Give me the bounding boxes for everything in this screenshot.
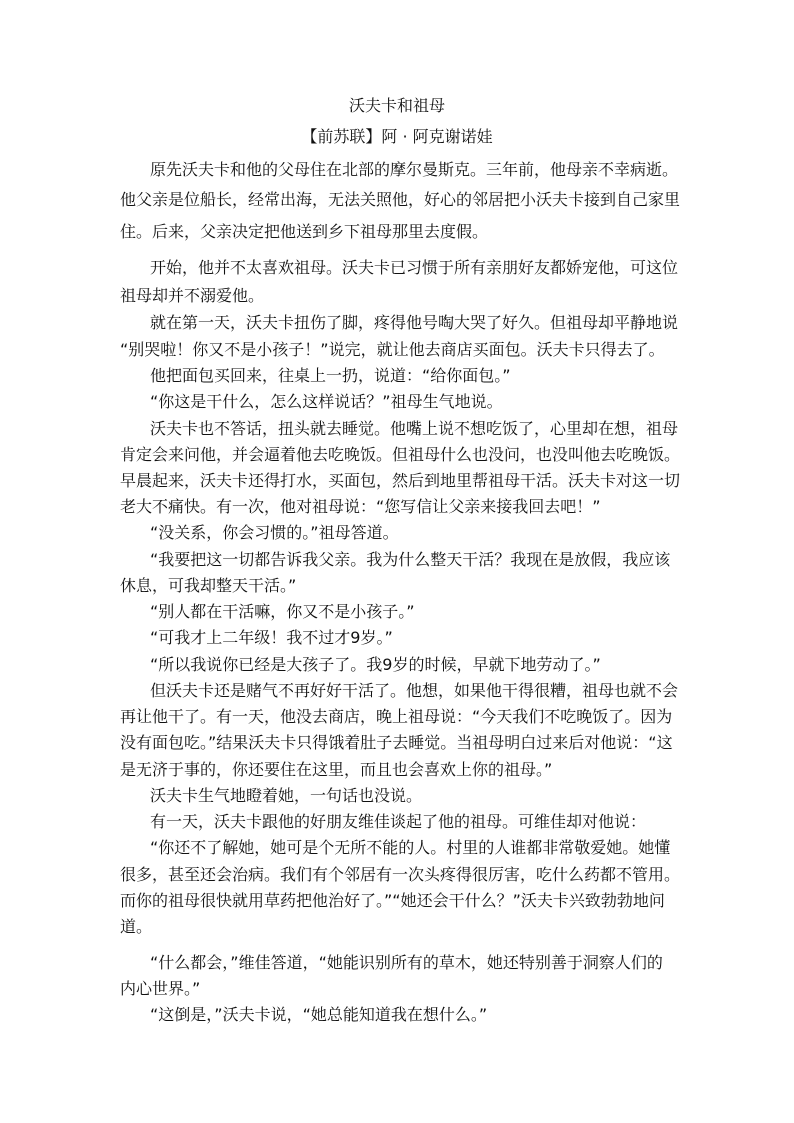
paragraph-line: “所以我说你已经是大孩子了。我9岁的时候，早就下地劳动了。”: [150, 655, 601, 674]
paragraph-line: 没有面包吃。”结果沃夫卡只得饿着肚子去睡觉。当祖母明白过来后对他说：“这: [120, 733, 673, 752]
paragraph-line: 早晨起来，沃夫卡还得打水，买面包，然后到地里帮祖母干活。沃夫卡对这一切: [120, 471, 681, 490]
paragraph-line: 原先沃夫卡和他的父母住在北部的摩尔曼斯克。三年前，他母亲不幸病逝。: [150, 160, 679, 179]
paragraph-line: 住。后来，父亲决定把他送到乡下祖母那里去度假。: [120, 222, 489, 241]
paragraph-line: 沃夫卡也不答话，扭头就去睡觉。他嘴上说不想吃饭了，心里却在想，祖母: [150, 419, 679, 438]
paragraph-line: “我要把这一切都告诉我父亲。我为什么整天干活？我现在是放假，我应该: [150, 550, 671, 569]
paragraph-line: “别人都在干活嘛，你又不是小孩子。”: [150, 602, 415, 621]
paragraph-line: 他把面包买回来，往桌上一扔，说道：“给你面包。”: [150, 366, 511, 385]
paragraph-line: 再让他干了。有一天，他没去商店，晚上祖母说：“今天我们不吃晚饭了。因为: [120, 707, 673, 726]
paragraph-line: 祖母却并不溺爱他。: [120, 286, 265, 305]
paragraph-line: “这倒是，”沃夫卡说，“她总能知道我在想什么。”: [150, 1005, 488, 1024]
paragraph-line: 内心世界。”: [120, 979, 201, 998]
paragraph-line: “没关系，你会习惯的。”祖母答道。: [150, 523, 399, 542]
paragraph-line: 沃夫卡生气地瞪着她，一句话也没说。: [150, 786, 423, 805]
paragraph-line: 而你的祖母很快就用草药把他治好了。”“她还会干什么？”沃夫卡兴致勃勃地问: [120, 891, 665, 910]
paragraph-line: 道。: [120, 917, 153, 936]
paragraph-line: 老大不痛快。有一次，他对祖母说：“您写信让父亲来接我回去吧！”: [120, 497, 601, 516]
paragraph-line: 但沃夫卡还是赌气不再好好干活了。他想，如果他干得很糟，祖母也就不会: [150, 681, 679, 700]
document-author: 【前苏联】阿 · 阿克谢诺娃: [301, 127, 493, 146]
paragraph-line: 开始，他并不太喜欢祖母。沃夫卡已习惯于所有亲朋好友都娇宠他，可这位: [150, 258, 679, 277]
paragraph-line: “什么都会，”维佳答道，“她能识别所有的草木，她还特别善于洞察人们的: [150, 953, 663, 972]
paragraph-line: 是无济于事的，你还要住在这里，而且也会喜欢上你的祖母。”: [120, 760, 553, 779]
paragraph-line: “你还不了解她，她可是个无所不能的人。村里的人谁都非常敬爱她。她懂: [150, 838, 671, 857]
paragraph-line: 很多，甚至还会治病。我们有个邻居有一次头疼得很厉害，吃什么药都不管用。: [120, 865, 681, 884]
document-title: 沃夫卡和祖母: [348, 96, 445, 115]
paragraph-line: 肯定会来问他，并会逼着他去吃晚饭。但祖母什么也没问，也没叫他去吃晚饭。: [120, 445, 681, 464]
paragraph-line: “可我才上二年级！我不过才9岁。”: [150, 628, 393, 647]
paragraph-line: 就在第一天，沃夫卡扭伤了脚，疼得他号啕大哭了好久。但祖母却平静地说: [150, 313, 679, 332]
paragraph-line: “别哭啦！你又不是小孩子！”说完，就让他去商店买面包。沃夫卡只得去了。: [120, 340, 665, 359]
paragraph-line: “你这是干什么，怎么这样说话？”祖母生气地说。: [150, 392, 503, 411]
paragraph-line: 有一天，沃夫卡跟他的好朋友维佳谈起了他的祖母。可维佳却对他说：: [150, 812, 647, 831]
paragraph-line: 他父亲是位船长，经常出海，无法关照他，好心的邻居把小沃夫卡接到自己家里: [120, 190, 681, 209]
paragraph-line: 休息，可我却整天干活。”: [120, 576, 297, 595]
